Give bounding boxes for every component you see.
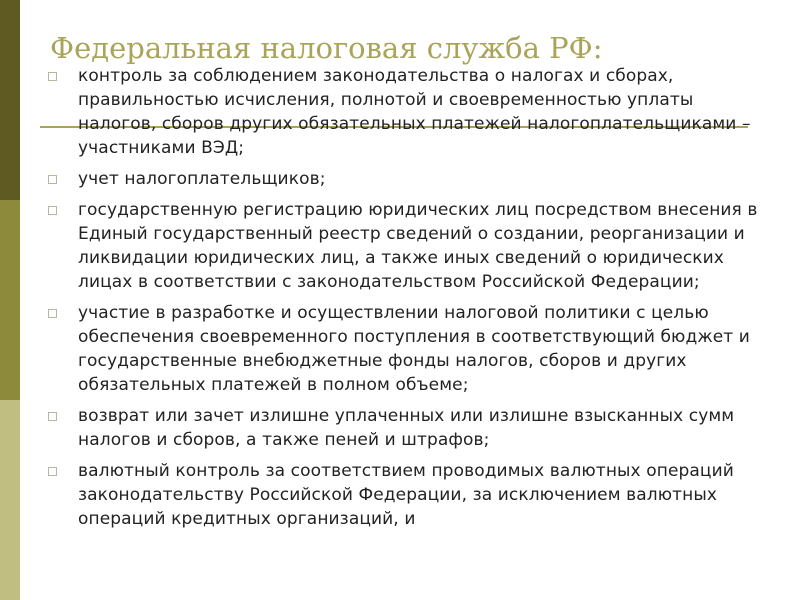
bullet-marker-icon: [48, 412, 57, 421]
bullet-item: [48, 301, 768, 397]
bullet-marker-icon: [48, 309, 57, 318]
bullet-text: возврат или зачет излишне уплаченных или излишне взысканных сумм налогов и сборов, а также пеней и штрафов;: [78, 406, 735, 450]
sidebar-segment-top: [0, 0, 20, 200]
bullet-item: [48, 64, 768, 160]
bullet-item: [48, 167, 768, 191]
bullet-text: контроль за соблюдением законодательства о налогах и сборах, правильностью исчисления, полнотой и своевременностью уплаты налогов, сборов других обязательных платежей налогоплательщиками – участниками ВЭД;: [78, 66, 751, 158]
sidebar-segment-bottom: [0, 400, 20, 600]
sidebar-decoration: [0, 0, 20, 600]
bullet-text: государственную регистрацию юридических лиц посредством внесения в Единый государственный реестр сведений о создании, реорганизации и ликвидации юридических лиц, а также иных сведений о юридических лицах в соответствии с законодательством Российской Федерации;: [78, 200, 758, 292]
slide-title: Федеральная налоговая служба РФ:: [50, 31, 603, 65]
bullet-item: [48, 459, 768, 531]
bullet-text: учет налогоплательщиков;: [78, 169, 326, 189]
sidebar-segment-middle: [0, 200, 20, 400]
bullet-item: [48, 404, 768, 452]
bullet-marker-icon: [48, 206, 57, 215]
bullet-item: [48, 198, 768, 294]
bullet-text: валютный контроль за соответствием проводимых валютных операций законодательству Российской Федерации, за исключением валютных операций кредитных организаций, и: [78, 461, 734, 529]
bullet-marker-icon: [48, 467, 57, 476]
bullet-list: [48, 64, 768, 538]
bullet-text: участие в разработке и осуществлении налоговой политики с целью обеспечения своевременного поступления в соответствующий бюджет и государственные внебюджетные фонды налогов, сборов и других обязательных платежей в полном объеме;: [78, 303, 750, 395]
bullet-marker-icon: [48, 72, 57, 81]
bullet-marker-icon: [48, 175, 57, 184]
